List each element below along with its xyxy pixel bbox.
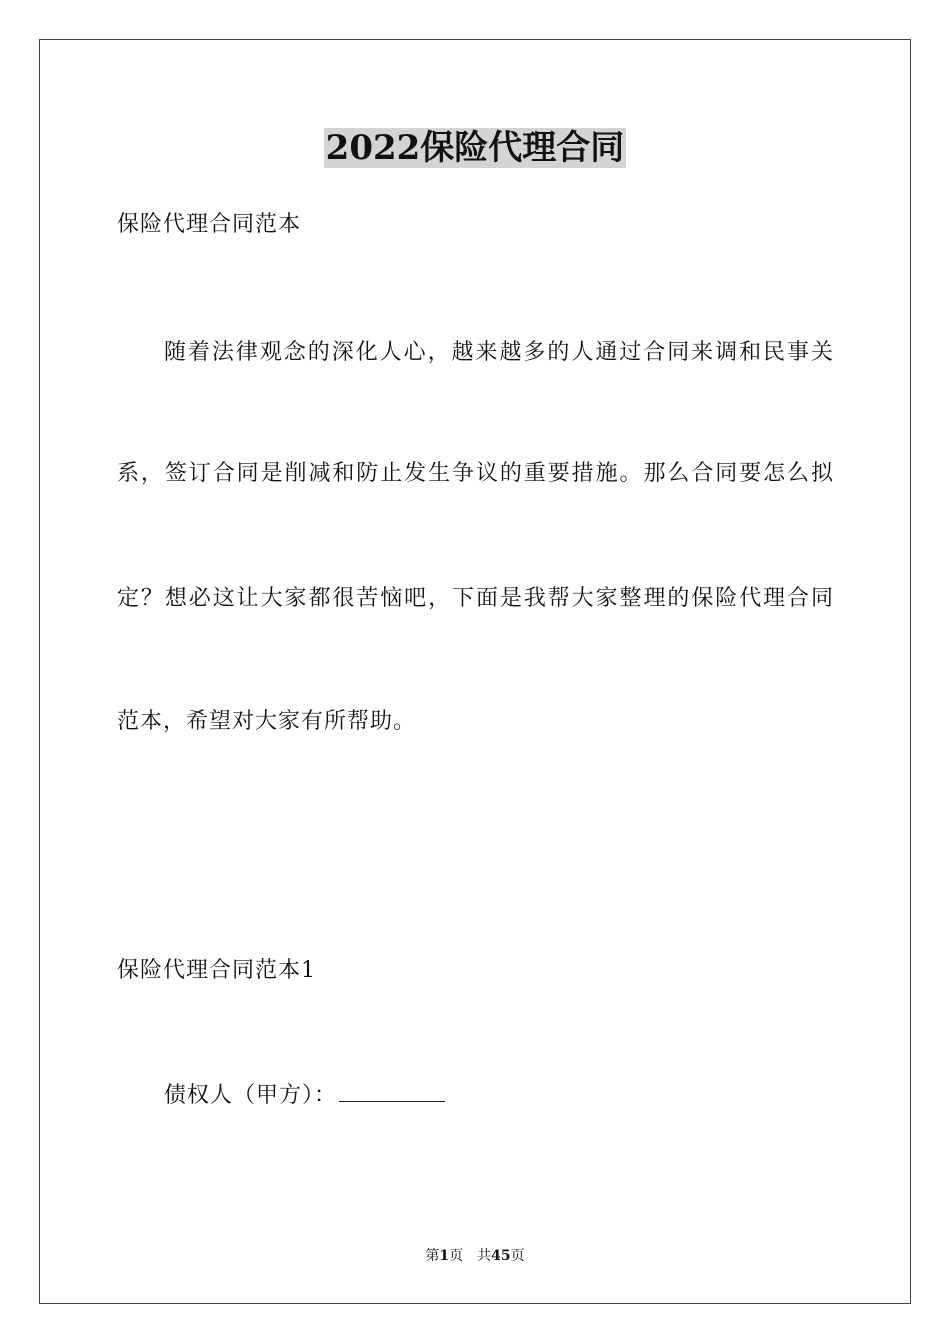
footer-total-prefix: 共 [477,1248,492,1264]
footer-page-suffix: 页 [449,1248,464,1264]
footer-total-pages: 45 [491,1248,511,1264]
intro-line-4: 范本，希望对大家有所帮助。 [117,709,417,734]
footer-current-page: 1 [439,1248,450,1264]
document-title [0,126,950,170]
intro-line-2: 系，签订合同是削减和防止发生争议的重要措施。那么合同要怎么拟 [117,461,833,486]
creditor-label: 债权人（甲方）： [164,1083,338,1108]
creditor-blank-line [339,1081,445,1102]
page-footer [0,1246,950,1266]
intro-line-1: 随着法律观念的深化人心，越来越多的人通过合同来调和民事关 [164,340,833,365]
intro-line-3: 定？想必这让大家都很苦恼吧，下面是我帮大家整理的保险代理合同 [117,586,833,611]
document-title-text: 2022保险代理合同 [325,128,625,168]
section-heading: 保险代理合同范本1 [117,958,316,983]
creditor-field [164,1081,445,1111]
document-subtitle: 保险代理合同范本 [117,212,302,237]
footer-total-suffix: 页 [510,1248,525,1264]
footer-prefix: 第 [425,1248,440,1264]
